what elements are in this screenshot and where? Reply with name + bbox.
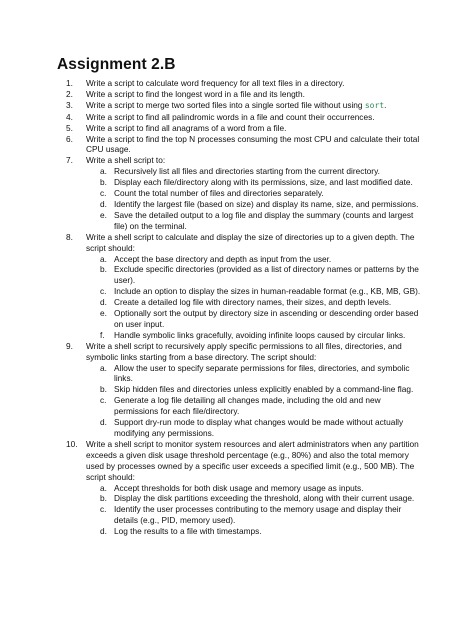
assignment-item (57, 341, 424, 439)
item-number: 7. (66, 155, 73, 166)
sub-list (86, 166, 424, 231)
sub-item-text: Allow the user to specify separate permissions for files, directories, and symbolic links. (114, 362, 410, 384)
sub-list (86, 363, 424, 439)
sub-item-letter: b. (100, 264, 107, 275)
sub-item-text: Display each file/directory along with its permissions, size, and last modified date. (114, 177, 413, 188)
item-text: Write a shell script to recursively apply specific permissions to all files, directories, and symbolic links starting from a base directory. The script should: (86, 340, 402, 362)
sub-item-letter: c. (100, 504, 107, 515)
item-number: 4. (66, 111, 73, 122)
sub-item (96, 483, 424, 494)
sub-item-letter: d. (100, 417, 107, 428)
sub-item-letter: e. (100, 308, 107, 319)
sub-item (96, 297, 424, 308)
assignment-item (57, 89, 424, 100)
item-number: 5. (66, 122, 73, 133)
sub-item-letter: c. (100, 188, 107, 199)
sub-item-text: Handle symbolic links gracefully, avoiding infinite loops caused by circular links. (114, 329, 406, 340)
item-text: Write a shell script to calculate and display the size of directories up to a given depth. (86, 231, 399, 242)
sub-item-text: Identify the user processes contributing to the memory usage and display their details (e.g., PID, memory used). (114, 504, 402, 526)
assignment-item (57, 112, 424, 123)
item-intro: The script should: (86, 231, 415, 253)
sub-item-text: Include an option to display the sizes in human-readable format (e.g., KB, MB, GB). (114, 286, 421, 297)
item-text: Write a script to find all anagrams of a word from a file. (86, 122, 287, 133)
item-text: Write a script to merge two sorted files into a single sorted file without using (86, 99, 365, 110)
sub-item-text: Save the detailed output to a log file and display the summary (counts and largest file) on the terminal. (114, 209, 414, 231)
sub-item-letter: d. (100, 297, 107, 308)
item-text-suffix: . (384, 99, 387, 110)
item-number: 9. (66, 340, 73, 351)
sub-item-text: Recursively list all files and directories starting from the current directory. (114, 166, 380, 177)
sub-list (86, 483, 424, 538)
item-text: Write a script to calculate word frequency for all text files in a directory. (86, 78, 345, 88)
assignment-item (57, 100, 424, 112)
item-number: 2. (66, 88, 73, 99)
sub-list (86, 254, 424, 341)
sub-item-text: Optionally sort the output by directory size in ascending or descending order based on user input. (114, 308, 419, 329)
sub-item-letter: a. (100, 362, 107, 373)
sub-item-letter: b. (100, 177, 107, 188)
sub-item-text: Accept thresholds for both disk usage and memory usage as inputs. (114, 482, 364, 493)
assignment-item (57, 123, 424, 134)
sub-item-text: Exclude specific directories (provided as a list of directory names or patterns by the user). (114, 264, 419, 286)
item-text: Write a shell script to monitor system resources and alert administrators when any partition exceeds a given disk usage threshold percentage (e.g., 80%) and also the total memory used by processes owned by a specific user exceeds a specified limit (e.g., 500 MB). The script should: (86, 438, 419, 482)
sub-item (96, 188, 424, 199)
sub-item-letter: a. (100, 253, 107, 264)
sub-item (96, 417, 424, 439)
sub-item (96, 254, 424, 265)
item-number: 3. (66, 99, 73, 110)
sub-item (96, 384, 424, 395)
inline-code: sort (364, 100, 385, 110)
assignment-item (57, 155, 424, 231)
item-text: Write a script to find all palindromic words in a file and count their occurrences. (86, 111, 375, 122)
assignment-list (57, 78, 424, 537)
sub-item-text: Skip hidden files and directories unless explicitly enabled by a command-line flag. (114, 384, 414, 395)
sub-item (96, 286, 424, 297)
sub-item (96, 395, 424, 417)
sub-item (96, 177, 424, 188)
sub-item-letter: e. (100, 209, 107, 220)
sub-item (96, 210, 424, 232)
sub-item-letter: f. (100, 329, 105, 340)
item-number: 6. (66, 133, 73, 144)
sub-item-text: Log the results to a file with timestamps. (114, 526, 262, 537)
sub-item-text: Support dry-run mode to display what changes would be made without actually modifying any permissions. (114, 417, 404, 438)
sub-item (96, 166, 424, 177)
sub-item (96, 330, 424, 341)
sub-item (96, 504, 424, 526)
sub-item-text: Display the disk partitions exceeding the threshold, along with their current usage. (114, 493, 415, 504)
sub-item-letter: a. (100, 482, 107, 493)
item-text: Write a script to find the longest word in a file and its length. (86, 88, 305, 99)
sub-item (96, 308, 424, 330)
sub-item (96, 526, 424, 537)
sub-item-letter: b. (100, 493, 107, 504)
item-text: Write a script to find the top N processes consuming the most CPU and calculate their total CPU usage. (86, 133, 420, 155)
sub-item (96, 264, 424, 286)
sub-item (96, 363, 424, 385)
item-number: 1. (66, 78, 73, 88)
item-text: Write a shell script to: (86, 155, 166, 166)
sub-item-text: Generate a log file detailing all changes made, including the old and new permissions for each file/directory. (114, 395, 381, 417)
assignment-item (57, 134, 424, 156)
sub-item-letter: a. (100, 166, 107, 177)
assignment-item (57, 439, 424, 537)
item-number: 10. (66, 438, 78, 449)
sub-item-letter: c. (100, 286, 107, 297)
sub-item-text: Accept the base directory and depth as input from the user. (114, 253, 332, 264)
sub-item-text: Create a detailed log file with directory names, their sizes, and depth levels. (114, 297, 392, 308)
page-title: Assignment 2.B (57, 56, 176, 73)
sub-item-letter: d. (100, 526, 107, 537)
sub-item-letter: b. (100, 384, 107, 395)
sub-item-letter: c. (100, 395, 107, 406)
item-number: 8. (66, 231, 73, 242)
sub-item-letter: d. (100, 198, 107, 209)
sub-item-text: Count the total number of files and directories separately. (114, 188, 324, 199)
assignment-item (57, 78, 424, 89)
assignment-item (57, 232, 424, 341)
sub-item-text: Identify the largest file (based on size) and display its name, size, and permissions. (114, 198, 419, 209)
sub-item (96, 493, 424, 504)
sub-item (96, 199, 424, 210)
